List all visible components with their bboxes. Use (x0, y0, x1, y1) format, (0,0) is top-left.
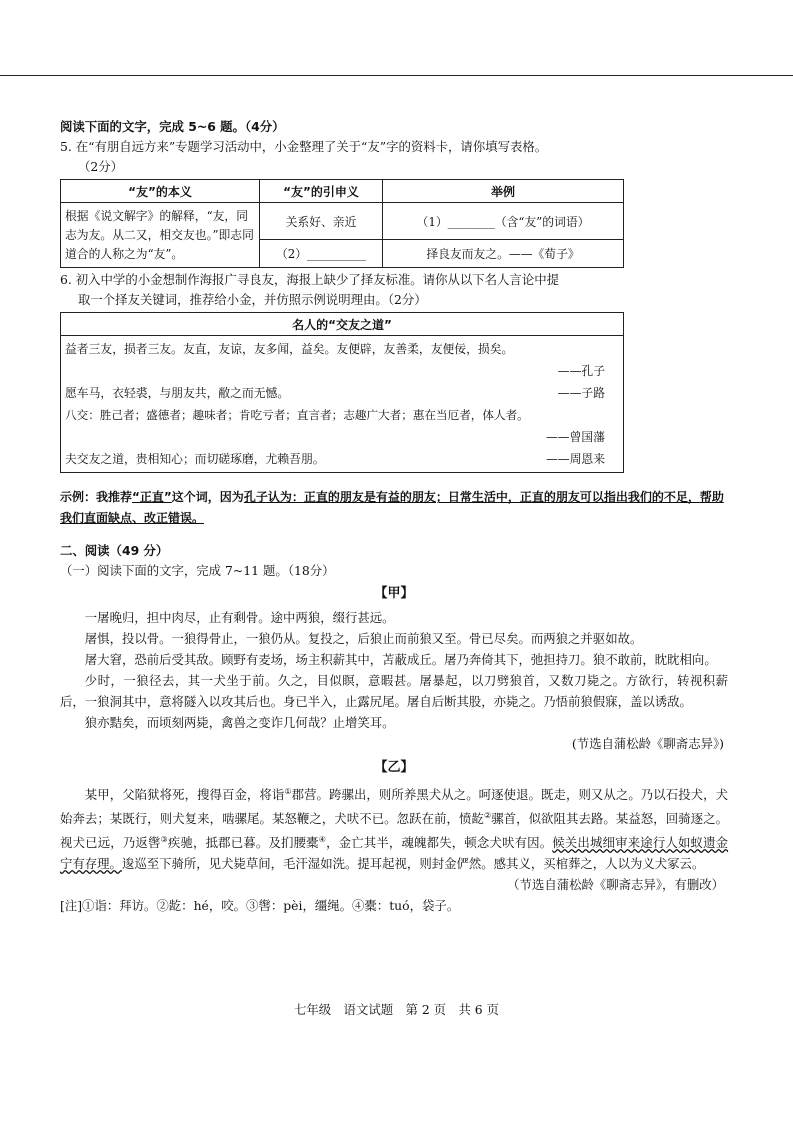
header-example: 举例 (383, 180, 624, 203)
cell-ext-blank-2[interactable]: （2）__________ (260, 240, 383, 268)
cell-original-meaning: 根据《说文解字》的解释，“友，同志为友。从二又，相交友也。”即志同道合的人称之为“友”。 (61, 203, 260, 268)
you-character-table (60, 179, 624, 268)
q6-line2: 取一个择友关键词，推荐给小金，并仿照示例说明理由。（2分） (78, 292, 427, 307)
cell-example-blank-1[interactable]: （1）________（含“友”的词语） (383, 203, 624, 240)
source-zeng: ——曾国藩 (546, 430, 605, 444)
example-mid: 这个词，因为 (171, 490, 244, 504)
section1-heading: 阅读下面的文字，完成 5~6 题。（4分） (60, 119, 285, 134)
quote-zeng: 八交：胜己者；盛德者；趣味者；肯吃亏者；直言者；志趣广大者；惠在当厄者，体人者。 (65, 408, 529, 422)
q5-line1: 5. 在“有朋自远方来”专题学习活动中，小金整理了关于“友”字的资料卡，请你填写表格。 (60, 139, 548, 154)
annotations: [注]①诣：拜访。②龁：hé，咬。③辔：pèi，缰绳。④橐：tuó，袋子。 (60, 898, 460, 914)
passage-jia (60, 607, 728, 733)
quotes-cell (61, 336, 624, 473)
note-marker: ③ (160, 835, 168, 845)
cell-ext-1: 关系好、亲近 (260, 203, 383, 240)
source-zilu: ——子路 (557, 386, 605, 400)
top-border-rule (0, 75, 793, 76)
question-5 (60, 137, 728, 177)
note-marker: ① (284, 787, 292, 796)
friendship-quotes-table (60, 312, 624, 473)
section2-subheading: （一）阅读下面的文字，完成 7~11 题。（18分） (60, 563, 335, 578)
quote-confucius: 益者三友，损者三友。友直，友谅，友多闻，益矣。友便辟，友善柔，友便佞，损矣。 (65, 342, 514, 356)
q5-line2: （2分） (78, 159, 124, 174)
q6-line1: 6. 初入中学的小金想制作海报广寻良友，海报上缺少了择友标准。请你从以下名人言论中提 (60, 272, 559, 287)
question-6 (60, 270, 728, 310)
passage-yi-title: 【乙】 (374, 760, 414, 775)
example-word: “正直” (132, 490, 172, 504)
yi-text: 逡巡至下骑所，见犬毙草间，毛汗湿如洗。提耳起视，则封金俨然。感其义，买棺葬之，人以为义犬冢云。 (121, 856, 705, 872)
jia-paragraph: 屠大窘，恐前后受其敌。顾野有麦场，场主积薪其中，苫蔽成丘。屠乃奔倚其下，弛担持刀。狼不敢前，眈眈相向。 (84, 652, 717, 667)
note-marker: ② (483, 811, 492, 821)
section2-heading: 二、阅读（49 分） (60, 543, 169, 558)
header-original-meaning: “友”的本义 (61, 180, 260, 203)
passage-jia-title: 【甲】 (374, 586, 414, 601)
jia-paragraph: 屠惧，投以骨。一狼得骨止，一狼仍从。复投之，后狼止而前狼又至。骨已尽矣。而两狼之并驱如故。 (84, 631, 643, 646)
example-prefix: 示例：我推荐 (60, 490, 133, 504)
passage-yi (60, 781, 728, 874)
page-footer: 七年级 语文试题 第 2 页 共 6 页 (294, 1002, 499, 1017)
quotes-table-title: 名人的“交友之道” (61, 313, 624, 336)
yi-text: 某甲，父陷狱将死，搜得百金，将诣 (84, 787, 285, 803)
yi-text: 郡营。跨骡出，则所养黑犬从之。呵逐使退。既走，则又从之。乃以石投犬，犬始奔去；某既行，则犬复来，啮骡尾。某怒鞭之，犬吠不已。忽跃在前，愤龁 (60, 787, 729, 827)
example-reason: 孔子认为：正直的朋友是有益的朋友；日常生活中，正直的朋友可以指出我们的不足，帮助我们直面缺点、改正错误。 (60, 490, 724, 525)
yi-text: 骡首，似欲阻其去路。某益怒，回骑逐之。视犬已远，乃返辔 (60, 811, 729, 851)
quote-zilu: 愿车马，衣轻裘，与朋友共，敝之而无憾。 (65, 386, 290, 400)
yi-text: 疾驰，抵郡已暮。及扪腰橐 (167, 835, 319, 851)
yi-text: ，金亡其半，魂魄都失，顿念犬吠有因。 (326, 835, 553, 851)
jia-source: (节选自蒲松龄《聊斋志异》) (571, 736, 724, 751)
quote-zhou: 夫交友之道，贵相知心；而切磋琢磨，尤赖吾朋。 (65, 452, 325, 466)
yi-source: （节选自蒲松龄《聊斋志异》，有删改） (507, 877, 724, 893)
jia-paragraph: 一屠晚归，担中肉尽，止有剩骨。途中两狼，缀行甚远。 (84, 610, 395, 625)
source-confucius: ——孔子 (557, 364, 605, 378)
source-zhou: ——周恩来 (546, 452, 605, 466)
example-answer (60, 487, 728, 529)
cell-example-2: 择良友而友之。——《荀子》 (383, 240, 624, 268)
note-marker: ④ (318, 835, 327, 845)
header-extended-meaning: “友”的引申义 (260, 180, 383, 203)
jia-paragraph: 狼亦黠矣，而顷刻两毙，禽兽之变诈几何哉？止增笑耳。 (84, 715, 395, 730)
jia-paragraph: 少时，一狼径去，其一犬坐于前。久之，目似瞑，意暇甚。屠暴起，以刀劈狼首，又数刀毙之。方欲行，转视积薪后，一狼洞其中，意将隧入以攻其后也。身已半入，止露尻尾。屠自后断其股，亦毙之。乃悟前狼假寐，盖以诱敌。 (60, 673, 728, 709)
exam-page (60, 117, 728, 916)
wavy-underlined-sentence: 候关出城细审来途行人如蚁遗金宁有存理。 (60, 835, 729, 872)
